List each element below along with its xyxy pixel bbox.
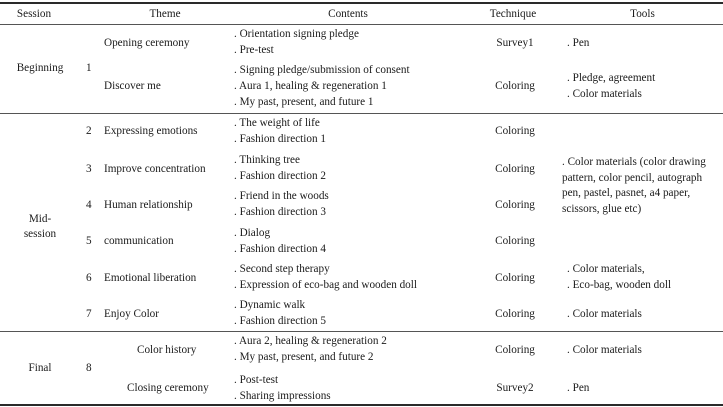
- theme-cell: Enjoy Color: [104, 308, 160, 320]
- header-session: Session: [16, 8, 52, 20]
- technique-cell: Coloring: [495, 199, 535, 211]
- session-beginning: Beginning: [16, 62, 64, 74]
- contents-line: . Thinking tree: [234, 154, 300, 166]
- contents-line: . Fashion direction 3: [234, 206, 326, 218]
- theme-cell: Human relationship: [104, 199, 193, 211]
- tools-line: . Color materials: [567, 344, 642, 356]
- session-mid-line2: session: [23, 228, 57, 240]
- technique-cell: Coloring: [495, 125, 535, 137]
- theme-cell: Expressing emotions: [104, 125, 198, 137]
- header-contents: Contents: [328, 8, 368, 20]
- tools-line: . Pen: [567, 382, 590, 394]
- session-number: 2: [86, 125, 92, 137]
- contents-line: . My past, present, and future 1: [234, 96, 374, 108]
- header-technique: Technique: [489, 8, 537, 20]
- technique-cell: Coloring: [495, 344, 535, 356]
- contents-line: . Fashion direction 2: [234, 170, 326, 182]
- session-number: 1: [86, 62, 92, 74]
- header-theme: Theme: [149, 8, 181, 20]
- contents-line: . The weight of life: [234, 117, 320, 129]
- table-top-rule: [0, 2, 723, 4]
- contents-line: . Signing pledge/submission of consent: [234, 64, 410, 76]
- session-number: 3: [86, 163, 92, 175]
- session-number: 7: [86, 308, 92, 320]
- technique-cell: Coloring: [495, 272, 535, 284]
- technique-cell: Survey1: [496, 37, 534, 49]
- technique-cell: Coloring: [495, 163, 535, 175]
- theme-cell: Emotional liberation: [104, 272, 197, 284]
- section-divider-beginning: [0, 113, 723, 114]
- session-number: 4: [86, 199, 92, 211]
- contents-line: . Dialog: [234, 227, 271, 239]
- tools-line: . Pledge, agreement: [567, 72, 656, 84]
- contents-line: . Aura 2, healing & regeneration 2: [234, 335, 387, 347]
- session-number: 5: [86, 235, 92, 247]
- header-rule: [0, 24, 723, 25]
- contents-line: . Fashion direction 1: [234, 133, 326, 145]
- section-divider-mid: [0, 331, 723, 332]
- theme-cell: Color history: [137, 344, 197, 356]
- shared-tools-cell: . Color materials (color drawing pattern, color pencil, autograph pen, pastel, pasnet, a4 paper, scissors, glue etc): [562, 156, 706, 215]
- contents-line: . My past, present, and future 2: [234, 351, 374, 363]
- session-mid-line1: Mid-: [28, 213, 52, 225]
- contents-line: . Second step therapy: [234, 263, 330, 275]
- contents-line: . Fashion direction 5: [234, 315, 326, 327]
- theme-cell: communication: [104, 235, 174, 247]
- theme-cell: Discover me: [104, 80, 161, 92]
- tools-line: . Pen: [567, 37, 590, 49]
- technique-cell: Coloring: [495, 308, 535, 320]
- contents-line: . Fashion direction 4: [234, 243, 326, 255]
- session-number: 6: [86, 272, 92, 284]
- technique-cell: Survey2: [496, 382, 534, 394]
- contents-line: . Orientation signing pledge: [234, 28, 359, 40]
- theme-cell: Closing ceremony: [127, 382, 209, 394]
- theme-cell: Opening ceremony: [104, 37, 190, 49]
- contents-line: . Aura 1, healing & regeneration 1: [234, 80, 387, 92]
- contents-line: . Post-test: [234, 374, 279, 386]
- session-number: 8: [86, 362, 92, 374]
- theme-cell: Improve concentration: [104, 163, 206, 175]
- header-tools: Tools: [630, 8, 655, 20]
- contents-line: . Sharing impressions: [234, 390, 331, 402]
- technique-cell: Coloring: [495, 235, 535, 247]
- contents-line: . Friend in the woods: [234, 190, 329, 202]
- tools-line: . Color materials,: [567, 263, 645, 275]
- tools-line: . Color materials: [567, 308, 642, 320]
- session-final: Final: [28, 362, 52, 374]
- tools-line: . Color materials: [567, 88, 642, 100]
- tools-line: . Eco-bag, wooden doll: [567, 279, 672, 291]
- contents-line: . Expression of eco-bag and wooden doll: [234, 279, 417, 291]
- technique-cell: Coloring: [495, 80, 535, 92]
- contents-line: . Dynamic walk: [234, 299, 306, 311]
- table-bottom-rule: [0, 404, 723, 406]
- contents-line: . Pre-test: [234, 44, 274, 56]
